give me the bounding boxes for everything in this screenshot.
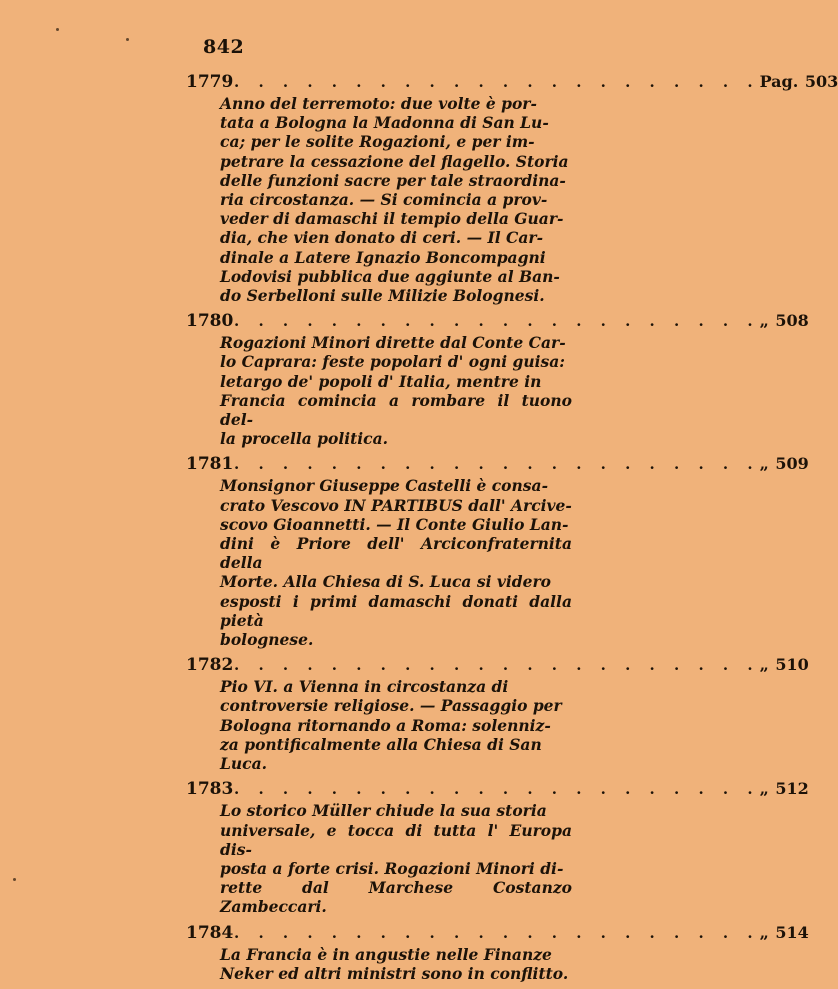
text-line: Lo storico Müller chiude la sua storia [220, 801, 547, 821]
text-line: delle funzioni sacre per tale straordina- [220, 170, 566, 190]
leader-dots: . . . . . . . . . . . . . . . . . . . . . . [234, 780, 760, 799]
text-line: La Francia è in angustie nelle Finanze [220, 944, 552, 964]
entry-description [220, 945, 572, 983]
paper-speck [126, 38, 129, 41]
entry-heading [186, 779, 809, 801]
text-line: Anno del terremoto: due volte è por- [220, 94, 537, 113]
entry-description [220, 94, 572, 305]
leader-dots: . . . . . . . . . . . . . . . . . . . . . . [234, 656, 760, 675]
page-ref-label: „ [759, 655, 769, 675]
text-line: Pio VI. a Vienna in circostanza di [220, 677, 509, 697]
text-line: Neker ed altri ministri sono in conflitto. [220, 963, 569, 983]
text-line: Lodovisi pubblica due aggiunte al Ban- [220, 266, 560, 286]
page-reference [760, 454, 809, 473]
page-ref-number: 512 [775, 779, 809, 799]
text-line: universale, e tocca di tutta l' Europa dis- [220, 820, 572, 859]
text-line: ca; per le solite Rogazioni, e per im- [220, 132, 535, 152]
text-line: Luca. [220, 754, 268, 774]
text-line: controversie religiose. — Passaggio per [220, 696, 562, 716]
text-line: veder di damaschi il tempio della Guar- [220, 209, 564, 229]
page-ref-number: 509 [775, 454, 809, 474]
chronology-entries [186, 72, 838, 989]
page-ref-number: 514 [775, 922, 809, 942]
entry-description [220, 333, 572, 448]
page-ref-number: 503 [804, 72, 838, 91]
text-line: Monsignor Giuseppe Castelli è consa- [220, 476, 548, 496]
text-line: Bologna ritornando a Roma: solenniz- [220, 715, 551, 735]
entry-description [220, 801, 572, 916]
text-line: crato Vescovo IN PARTIBUS dall' Arcive- [220, 495, 572, 515]
page-ref-label: Pag. [759, 72, 799, 91]
entry-year: 1782 [186, 655, 234, 676]
page-ref-label: „ [759, 779, 769, 799]
text-line: scovo Gioannetti. — Il Conte Giulio Lan- [220, 514, 569, 534]
entry-year: 1779 [186, 72, 234, 92]
entry-year: 1783 [186, 779, 234, 800]
entry-description [220, 677, 572, 773]
text-line: dini è Priore dell' Arciconfraternita della [220, 534, 572, 573]
entry-1783 [186, 779, 809, 917]
text-line: do Serbelloni sulle Milizie Bolognesi. [220, 286, 545, 306]
entry-1784 [186, 922, 809, 983]
page-ref-label: „ [759, 311, 769, 331]
paper-speck [56, 28, 59, 31]
entry-year: 1780 [186, 311, 234, 332]
page-reference [760, 779, 809, 798]
text-line: ria circostanza. — Si comincia a prov- [220, 190, 548, 210]
page-ref-label: „ [759, 454, 769, 474]
entry-year: 1784 [186, 922, 234, 943]
leader-dots: . . . . . . . . . . . . . . . . . . . . . . [234, 73, 760, 91]
text-line: bolognese. [220, 630, 314, 650]
text-line: la procella politica. [220, 429, 389, 449]
page-reference [760, 923, 809, 942]
page-ref-label: „ [759, 922, 769, 942]
entry-1779 [186, 72, 838, 306]
page-reference [760, 72, 838, 91]
leader-dots: . . . . . . . . . . . . . . . . . . . . . . [234, 312, 760, 331]
text-line: za pontificalmente alla Chiesa di San [220, 734, 542, 754]
entry-year: 1781 [186, 454, 234, 475]
page-reference [760, 655, 809, 674]
text-line: Morte. Alla Chiesa di S. Luca si videro [220, 572, 551, 592]
page-ref-number: 508 [775, 311, 809, 331]
text-line: tata a Bologna la Madonna di San Lu- [220, 113, 549, 133]
text-line: petrare la cessazione del flagello. Storia [220, 151, 569, 171]
text-line: esposti i primi damaschi donati dalla pietà [220, 591, 572, 630]
entry-1780 [186, 311, 809, 449]
text-line: rette dal Marchese Costanzo Zambeccari. [220, 878, 572, 917]
text-line: dinale a Latere Ignazio Boncompagni [220, 247, 546, 267]
entry-1781 [186, 454, 809, 650]
entry-heading [186, 454, 809, 476]
text-line: dia, che vien donato di ceri. — Il Car- [220, 228, 544, 248]
entry-description [220, 476, 572, 649]
entry-heading [186, 922, 809, 945]
text-line: posta a forte crisi. Rogazioni Minori di- [220, 858, 564, 878]
page-ref-number: 510 [775, 655, 809, 675]
leader-dots: . . . . . . . . . . . . . . . . . . . . . . [234, 923, 760, 942]
paper-speck [13, 878, 16, 881]
text-line: Francia comincia a rombare il tuono del- [220, 390, 572, 430]
entry-heading [186, 72, 838, 94]
entry-1782 [186, 655, 809, 774]
leader-dots: . . . . . . . . . . . . . . . . . . . . . . [234, 455, 760, 474]
text-line: lo Caprara: feste popolari d' ogni guisa: [220, 352, 565, 372]
entry-heading [186, 655, 809, 677]
page-reference [760, 311, 809, 330]
page-number: 842 [203, 36, 245, 58]
text-line: Rogazioni Minori dirette dal Conte Car- [220, 333, 566, 353]
text-line: letargo de' popoli d' Italia, mentre in [220, 371, 542, 391]
entry-heading [186, 311, 809, 333]
